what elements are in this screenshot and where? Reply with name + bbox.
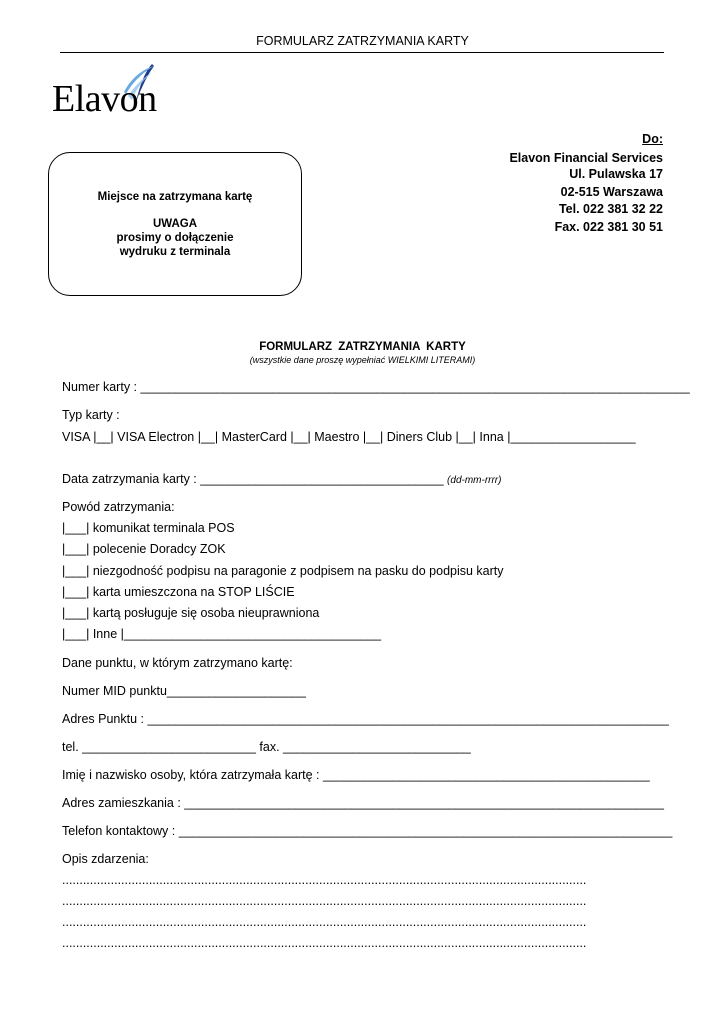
person-name-field[interactable]: Imię i nazwisko osoby, która zatrzymała kartę : _______________________________________________: [62, 768, 650, 782]
reason-option-other[interactable]: |___| Inne |_____________________________________: [62, 627, 382, 641]
reason-option-stop-list[interactable]: |___| karta umieszczona na STOP LIŚCIE: [62, 585, 295, 599]
page-header-title: FORMULARZ ZATRZYMANIA KARTY: [256, 34, 469, 48]
incident-line[interactable]: .......................................................................................................................................................: [62, 873, 587, 887]
point-data-label: Dane punktu, w którym zatrzymano kartę:: [62, 656, 293, 670]
recipient-line: Fax. 022 381 30 51: [554, 219, 663, 234]
contact-phone-field[interactable]: Telefon kontaktowy : _______________________________________________________________________: [62, 824, 673, 838]
card-type-label: Typ karty :: [62, 408, 120, 422]
recipient-line: 02-515 Warszawa: [560, 184, 663, 199]
incident-line[interactable]: .......................................................................................................................................................: [62, 894, 587, 908]
tel-fax-fields[interactable]: tel. _________________________ fax. ___________________________: [62, 740, 471, 754]
form-subtitle: (wszystkie dane proszę wypełniać WIELKIMI LITERAMI): [249, 355, 476, 365]
reason-option-zok[interactable]: |___| polecenie Doradcy ZOK: [62, 542, 226, 556]
date-format-hint: (dd-mm-rrrr): [447, 475, 502, 486]
card-type-options[interactable]: VISA |__| VISA Electron |__| MasterCard |__| Maestro |__| Diners Club |__| Inna |__________________: [62, 430, 636, 444]
mid-field[interactable]: Numer MID punktu____________________: [62, 684, 306, 698]
residence-field[interactable]: Adres zamieszkania : _____________________________________________________________________: [62, 796, 664, 810]
card-box-note: wydruku z terminala: [119, 245, 231, 258]
card-box-warning: UWAGA: [152, 217, 198, 230]
card-box-note: prosimy o dołączenie: [116, 231, 234, 244]
reason-label: Powód zatrzymania:: [62, 500, 175, 514]
incident-label: Opis zdarzenia:: [62, 852, 149, 866]
reason-option-signature[interactable]: |___| niezgodność podpisu na paragonie z podpisem na pasku do podpisu karty: [62, 564, 504, 578]
logo-text: Elavon: [52, 78, 157, 120]
reason-option-pos[interactable]: |___| komunikat terminala POS: [62, 521, 235, 535]
elavon-logo: [52, 62, 182, 122]
retention-date-field[interactable]: [62, 472, 501, 488]
incident-line[interactable]: .......................................................................................................................................................: [62, 936, 587, 950]
header-divider: [60, 52, 664, 53]
retention-date-text[interactable]: Data zatrzymania karty : ___________________________________: [62, 472, 444, 486]
card-number-field[interactable]: Numer karty : _______________________________________________________________________________: [62, 380, 690, 394]
recipient-line: Ul. Pulawska 17: [569, 167, 663, 181]
form-title: FORMULARZ ZATRZYMANIA KARTY: [259, 341, 466, 353]
recipient-line: Tel. 022 381 32 22: [558, 202, 663, 216]
recipient-line: Elavon Financial Services: [509, 150, 663, 165]
card-box-title: Miejsce na zatrzymana kartę: [97, 190, 253, 203]
reason-option-unauthorized[interactable]: |___| kartą posługuje się osoba nieuprawniona: [62, 606, 320, 620]
recipient-address: [509, 131, 663, 235]
card-placement-box: [48, 152, 302, 296]
address-field[interactable]: Adres Punktu : ___________________________________________________________________________: [62, 712, 669, 726]
incident-line[interactable]: .......................................................................................................................................................: [62, 915, 587, 929]
recipient-label: Do:: [642, 132, 663, 146]
